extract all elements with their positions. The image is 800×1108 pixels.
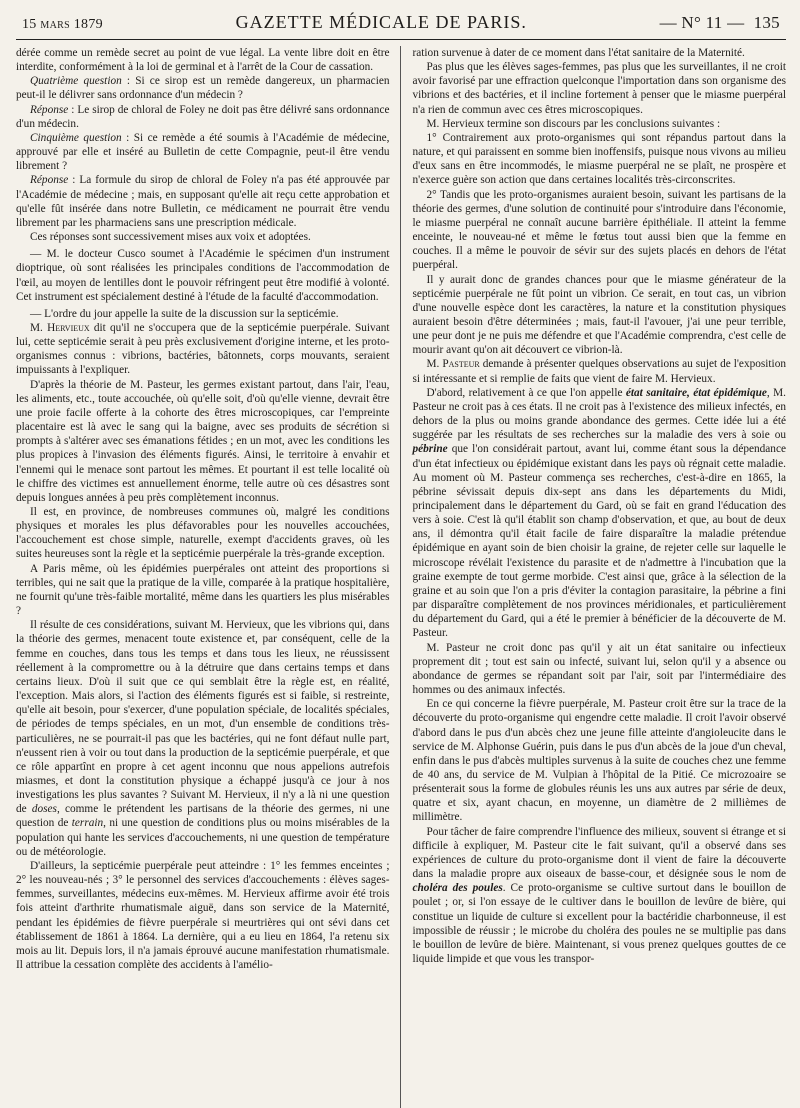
paragraph: Cinquième question : Si ce remède a été soumis à l'Académie de médecine, approuvé par elle et inséré au Bulletin de cette Compagnie, peut-il être vendu librement ? <box>16 131 390 173</box>
issue-date: 15 mars 1879 <box>22 17 103 32</box>
paragraph: Ces réponses sont successivement mises aux voix et adoptées. <box>30 231 311 244</box>
paragraph: D'ailleurs, la septicémie puerpérale peut atteindre : 1° les femmes enceintes ; 2° les nouveau-nés ; 3° le personnel des services d'accouchements : élèves sages-femmes, surveillantes, médecins eux-mêmes. M. Hervieux affirme avoir été trois fois atteint d'arthrite rhumatismale aiguë, dans son service de la Maternité, pendant les épidémies de fièvre puerpérale si meurtrières qui ont sévi dans cet établissement de 1861 à 1864. La dernière, qui a eu lieu en 1864, l'a retenu six mois au lit. Depuis lors, il n'a jamais éprouvé aucune manifestation rhumatismale. Il attribue la cessation complète des accidents à l'amélio- <box>16 859 390 971</box>
paragraph: Réponse : La formule du sirop de chloral de Foley n'a pas été approuvée par l'Académie de médecine ; mais, en supposant qu'elle ait reçu cette approbation et qu'elle fût insérée dans notre Bulletin, ce médicament ne pourrait être vendu librement par les pharmaciens sans une prescription médicale. <box>16 174 390 229</box>
paragraph: 2° Tandis que les proto-organismes auraient besoin, suivant les partisans de la théorie des germes, d'une solution de continuité pour s'introduire dans l'économie, le miasme puerpéral ne connaît aucune barrière épithéliale. Il atteint la femme enceinte, le nouveau-né et même le fœtus tout aussi bien que la femme en couches. Il a même le pouvoir de sévir sur des sujets placés en dehors de l'état puerpéral. <box>412 188 786 272</box>
speaker-name: M. Hervieux <box>30 321 90 334</box>
paragraph: Pour tâcher de faire comprendre l'influence des milieux, souvent si étrange et si difficile à expliquer, M. Pasteur cite le fait suivant, qu'il a observé dans ses expériences de culture du proto-organisme dont il vient de faire la découverte dans la maladie propre aux oiseaux de basse-cour, et désignée sous le nom de choléra des poules. Ce proto-organisme se cultive surtout dans le bouillon de poulet ; or, si l'on essaye de le cultiver dans le bouillon de levûre de bière, qui constitue un liquide de culture si excellent pour la bactéridie charbonneuse, il est impossible de réussir ; le microbe du choléra des poules ne se multiplie pas dans le bouillon de levûre de bière. Maintenant, si vous prenez quelques gouttes de ce liquide limpide et que vous les transpor- <box>412 825 786 965</box>
paragraph: Il est, en province, de nombreuses communes où, malgré les conditions physiques et morales les plus défavorables pour les nouvelles accouchées, l'accouchement est chose simple, naturelle, exempt d'accidents graves, où les suites heureuses sont la règle et la septicémie puerpérale la très-grande exception. <box>16 506 390 561</box>
paragraph: M. Pasteur demande à présenter quelques observations au sujet de l'exposition si intéressante et si remplie de faits que vient de faire M. Hervieux. <box>412 358 786 385</box>
page-header <box>16 8 786 40</box>
paragraph: M. Hervieux dit qu'il ne s'occupera que de la septicémie puerpérale. Suivant lui, cette septicémie serait à peu près exclusivement d'origine interne, et les proto-organismes connus : vibrions, bactéries, bâtonnets, corps mouvants, seraient impuissants à l'expliquer. <box>16 321 390 377</box>
paragraph: Il y aurait donc de grandes chances pour que le miasme générateur de la septicémie puerpérale ne fût point un vibrion. Ce serait, en tout cas, un vibrion d'une nouvelle espèce dont les caractères, la nature et la constitution physiques auraient besoin d'être déterminées ; mais, faut-il l'avouer, j'ai une peur terrible, une peur dont je ne puis me défendre et que l'Académie comprendra, c'est celle de mourir avant qu'on ait découvert ce vibrion-là. <box>412 273 786 357</box>
paragraph: — L'ordre du jour appelle la suite de la discussion sur la septicémie. <box>30 307 339 320</box>
paragraph: M. Hervieux termine son discours par les conclusions suivantes : <box>426 117 721 130</box>
paragraph: 1° Contrairement aux proto-organismes qui sont répandus partout dans la nature, et qui paraissent en somme bien inoffensifs, puisque nous vivons au milieu d'eux sans en être incommodés, le miasme puerpéral ne se plaît, ne prospère et n'exerce guère son action que dans certaines localités très-circonscrites. <box>412 131 786 187</box>
left-column <box>16 46 401 1108</box>
right-column <box>413 46 787 1108</box>
paragraph: Il résulte de ces considérations, suivant M. Hervieux, que les vibrions qui, dans la théorie des germes, menacent toute existence et, par conséquent, celle de la femme en couches, dans tous les temps et dans tous les lieux, ne réussissent réellement à la compromettre ou à la détruire que dans certains temps et dans certains lieux. D'où il suit que ce qui semblait être la règle est, en réalité, l'exception. Mais alors, si l'action des éléments figurés est si faible, si restreinte, qu'elle ait besoin, pour s'exercer, d'une population spéciale, de localités spéciales, de périodes de temps spéciales, en un mot, d'un ensemble de conditions très-particulières, ne se pourrait-il pas que les bactéries, qui ne font défaut nulle part, n'eussent rien à voir ou tout dans la production de la septicémie puerpérale, et que ce rôle appartînt en propre à cet agent inconnu que nous appelions autrefois miasmes, et dont la constitution physique a échappé jusqu'à ce jour à nos investigations les plus savantes ? Suivant M. Hervieux, il n'y a là ni une question de doses, comme le prétendent les partisans de la théorie des germes, ni une question de terrain, ni une question de conditions plus ou moins misérables de la population qui hante les services d'accouchements, ni une question de température ou de météorologie. <box>16 619 390 858</box>
issue-number-and-page <box>660 13 780 33</box>
answer-label: Réponse <box>30 174 69 187</box>
paragraph: A Paris même, où les épidémies puerpérales ont atteint des proportions si terribles, qui ne sait que la pratique de la ville, comparée à la pratique hospitalière, ne fournit qu'une très-faible mortalité, même dans les quartiers les plus misérables ? <box>16 562 390 618</box>
paragraph: D'après la théorie de M. Pasteur, les germes existant partout, dans l'air, l'eau, les aliments, etc., toute accouchée, où qu'elle soit, d'où qu'elle vienne, devrait être une proie facile offerte à la cohorte des êtres microscopiques, car l'empreinte placentaire est là avec le sang qui la baigne, avec ses produits de sécrétion si prompts à s'altérer avec ses émanations fétides ; en un mot, avec les conditions les plus propices à l'invasion des éléments figurés. Ainsi, le territoire à envahir et l'ennemi qui le menace sont partout les mêmes. Et pourtant il est telle localité où le chiffre des victimes est annuellement énorme, telle autre où ces désastres sont depuis longues années à peu près complètement inconnus. <box>16 378 390 504</box>
issue-number: — N° 11 — <box>659 13 745 32</box>
page-number: 135 <box>753 13 780 32</box>
paragraph: En ce qui concerne la fièvre puerpérale, M. Pasteur croit être sur la trace de la découverte du proto-organisme qui engendre cette maladie. Il croit l'avoir observé d'abord dans le pus d'un abcès chez une jeune fille atteinte d'angioleucite dans le service de M. Alphonse Guérin, puis dans le pus d'un abcès de la joue d'un cheval, enfin dans le pus d'abcès multiples survenus à la suite de couches chez une femme de 40 ans, du service de M. Vulpian à l'hôpital de la Pitié. Ce microzoaire se présenterait sous la forme de globules réunis les uns aux autres par série de deux, quatre et six, ayant chacun, en moyenne, un diamètre de 2 millièmes de millimètre. <box>412 698 786 824</box>
text-columns <box>16 46 786 1108</box>
journal-title: GAZETTE MÉDICALE DE PARIS. <box>235 12 527 32</box>
paragraph: ration survenue à dater de ce moment dans l'état sanitaire de la Maternité. <box>412 47 745 59</box>
paragraph: dérée comme un remède secret au point de vue légal. La vente libre doit en être interdite, conformément à la loi de germinal et à l'arrêt de la Cour de cassation. <box>16 47 390 74</box>
paragraph: M. Pasteur ne croit donc pas qu'il y ait un état sanitaire ou infectieux proprement dit ; tout est sain ou infecté, suivant lui, selon qu'il y a absence ou abondance de germes se répandant soit par l'air, soit par l'intermédiaire des hommes ou des animaux infectés. <box>412 641 786 697</box>
question-label: Quatrième question <box>30 75 122 88</box>
paragraph: Quatrième question : Si ce sirop est un remède dangereux, un pharmacien peut-il le délivrer sans ordonnance d'un médecin ? <box>16 75 390 102</box>
question-label: Cinquième question <box>30 131 122 144</box>
paragraph: D'abord, relativement à ce que l'on appelle état sanitaire, état épidémique, M. Pasteur ne croit pas à ces états. Il ne croit pas à l'existence des milieux infectés, en dehors de la plus ou moins grande abondance des germes. Cette idée lui a été suggérée par les résultats de ses recherches sur la maladie des vers à soie ou pébrine que l'on considérait partout, avant lui, comme étant sous la dépendance d'un état infectieux ou épidémique existant dans les pays où régnait cette maladie. Au moment où M. Pasteur commença ses recherches, c'est-à-dire en 1865, la pébrine sévissait depuis dix-sept ans dans les départements du Midi, principalement dans le département du Gard, où se fait en grand l'éducation des vers à soie. C'est là qu'il établit son champ d'observation, et que, au bout de deux ans, il démontra qu'il était facile de faire disparaître la maladie prétendue épidémique en ayant soin de bien choisir la graine, de rejeter celle sur laquelle le microscope révélait l'existence du parasite et de n'admettre à l'incubation que la graine exempte de tout germe morbide. C'est ainsi que, grâce à la sélection de la graine et au soin que l'on a pris d'éviter la contagion parasitaire, la pébrine a fini par disparaître complètement de nos provinces méridionales, et particulièrement du département du Gard, qui a été le premier à bénéficier de la découverte de M. Pasteur. <box>412 386 786 640</box>
paragraph: Réponse : Le sirop de chloral de Foley ne doit pas être délivré sans ordonnance d'un médecin. <box>16 103 390 130</box>
speaker-name: M. Pasteur <box>426 358 480 371</box>
paragraph: Pas plus que les élèves sages-femmes, pas plus que les surveillantes, il ne croit avoir favorisé par une effraction quelconque l'importation dans son organisme des vibrions et des bactéries, et il incline fortement à penser que le miasme puerpéral n'a rien de commun avec ces êtres microscopiques. <box>412 61 786 116</box>
answer-label: Réponse <box>30 103 69 116</box>
paragraph: — M. le docteur Cusco soumet à l'Académie le spécimen d'un instrument dioptrique, où sont réalisées les principales conditions de l'accommodation de l'œil, au moyen de lentilles dont le pouvoir réfringent peut être modifié à volonté. Cet instrument est spécialement destiné à l'étude de la faculté d'accommodation. <box>16 248 390 303</box>
